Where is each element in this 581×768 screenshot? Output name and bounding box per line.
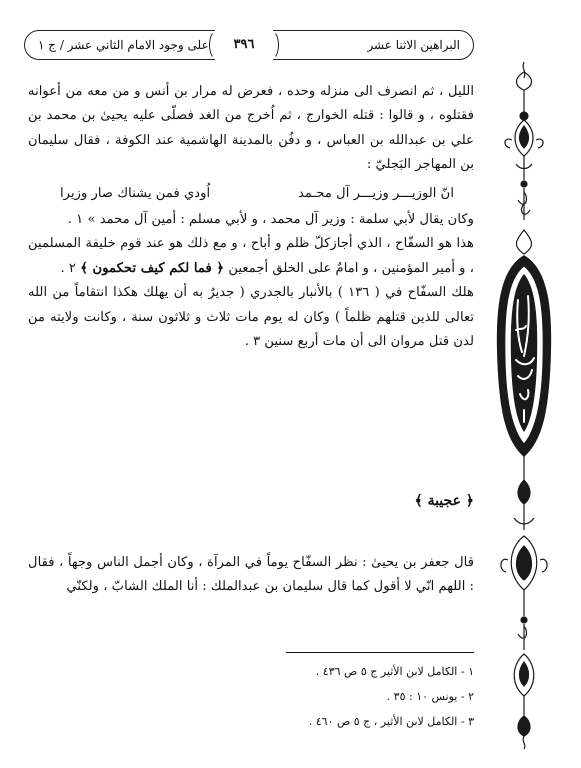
footnote-3: ٣ - الكامل لابن الأثير ، ج ٥ ص ٤٦٠ . bbox=[308, 715, 474, 728]
calligraphy-medallion-icon bbox=[498, 256, 551, 456]
page-number: ٣٩٦ bbox=[233, 36, 255, 52]
paragraph-1: الليل ، ثم انصرف الى منزله وحده ، فعرض له مرار بن أنس و من معه من أعوانه فقتلوه ، و قالوا : قتله الخوارج ، ثم اُخرج من الغد فصلّى عليه يحيىٰ بن محمد بن علي بن عبدالله بن العباس ، و دفُن بالمدينة الهاشمية عند الكوفة ، فقال سليمان بن المهاجر البَجليّ : bbox=[28, 84, 474, 173]
poem-right-hemistich: انّ الوزيـــر وزيـــر آل محـمد bbox=[297, 185, 454, 201]
section-text bbox=[28, 551, 474, 600]
page-number-box bbox=[215, 24, 273, 64]
paragraph-3 bbox=[28, 232, 474, 281]
decorative-border-ornament bbox=[494, 60, 554, 750]
paragraph-2: وكان يقال لأبي سلمة : وزير آل محمد ، و لأبي مسلم : أمين آل محمد » ١ . bbox=[67, 212, 474, 228]
header-volume-title: على وجود الامام الثاني عشر / ج ١ bbox=[38, 38, 209, 52]
quran-verse: ﴿ فما لكم كيف تحكمون ﴾ bbox=[80, 260, 225, 276]
main-text bbox=[28, 80, 474, 354]
paragraph-3-footnote-ref: ٢ . bbox=[60, 260, 76, 276]
footnotes bbox=[200, 659, 474, 734]
poem-verse bbox=[28, 182, 474, 206]
footnote-1: ١ - الكامل لابن الأثير ج ٥ ص ٤٣٦ . bbox=[315, 665, 474, 678]
footnote-2: ٢ - يونس ١٠ : ٣٥ . bbox=[386, 690, 474, 703]
header-book-title: البراهين الاثنا عشر bbox=[367, 38, 460, 52]
footnote-rule bbox=[286, 652, 474, 653]
paragraph-4: هلك السفّاح في ( ١٣٦ ) بالأنبار بالجدري ( جديرٌ به أن يهلك هكذا انتقاماً من الله تعالى للذين قتلهم ظلماً ) وكان له يوم مات ثلاث و ثلاثون سنة ، وكانت ولايته من لدن قتل مروان الى أن مات أربع سنين ٣ . bbox=[28, 285, 474, 350]
paragraph-5: قال جعفر بن يحيىٰ : نظر السفّاح يوماً في المرآة ، وكان أجمل الناس وجهاً ، فقال : اللهم انّي لا أقول كما قال سليمان بن عبدالملك : أنا الملك الشابّ ، ولكنّي bbox=[28, 555, 474, 595]
paragraph-3-text: هذا هو السفّاح ، الذي أجازكلّ ظلم و أباح ، و مع ذلك هو عند قوم خليفة المسلمين ، و أمير المؤمنين ، و امامٌ على الخلق أجمعين bbox=[28, 236, 474, 276]
section-heading: ﴿ عجيبة ﴾ bbox=[414, 493, 474, 509]
poem-left-hemistich: اُودي فمن يشناك صار وزيرا bbox=[60, 185, 211, 201]
